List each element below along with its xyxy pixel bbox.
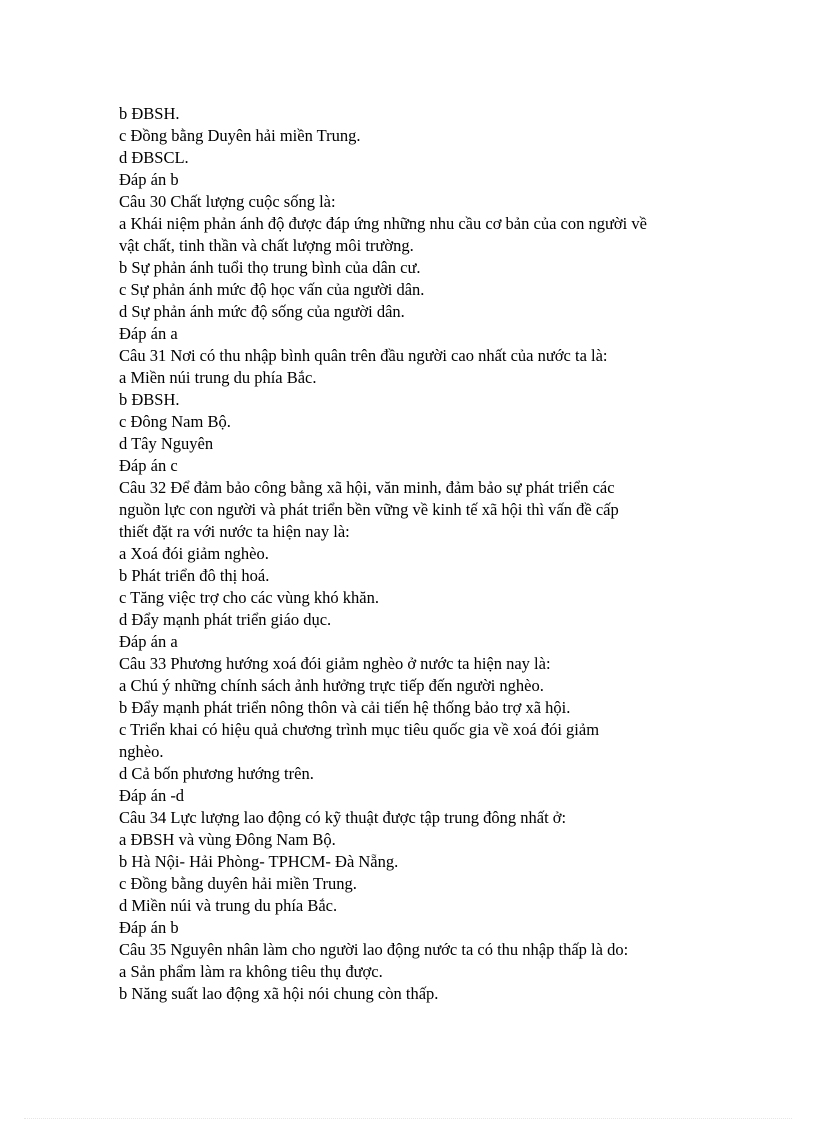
- text-line: a Xoá đói giảm nghèo.: [119, 544, 269, 563]
- text-line: b Đẩy mạnh phát triển nông thôn và cải tiến hệ thống bảo trợ xã hội.: [119, 698, 571, 717]
- page-bottom-divider: [24, 1118, 792, 1119]
- text-line: Đáp án b: [119, 918, 179, 937]
- text-line: a ĐBSH và vùng Đông Nam Bộ.: [119, 830, 336, 849]
- text-line: d Cả bốn phương hướng trên.: [119, 764, 314, 783]
- text-line: d Đẩy mạnh phát triển giáo dục.: [119, 610, 332, 629]
- text-line: b Hà Nội- Hải Phòng- TPHCM- Đà Nẵng.: [119, 852, 399, 871]
- text-line: c Đồng bằng duyên hải miền Trung.: [119, 874, 357, 893]
- text-line: a Khái niệm phản ánh độ được đáp ứng những nhu cầu cơ bản của con người về: [119, 214, 647, 233]
- text-line: a Chú ý những chính sách ảnh hưởng trực tiếp đến người nghèo.: [119, 676, 544, 695]
- text-line: nghèo.: [119, 742, 164, 761]
- text-line: Câu 30 Chất lượng cuộc sống là:: [119, 192, 336, 211]
- text-line: b Sự phản ánh tuổi thọ trung bình của dân cư.: [119, 258, 421, 277]
- text-line: b Năng suất lao động xã hội nói chung còn thấp.: [119, 984, 439, 1003]
- text-line: b Phát triển đô thị hoá.: [119, 566, 270, 585]
- text-line: d Miền núi và trung du phía Bắc.: [119, 896, 338, 915]
- text-line: Đáp án c: [119, 456, 178, 475]
- text-line: Đáp án a: [119, 632, 178, 651]
- text-line: vật chất, tinh thần và chất lượng môi trường.: [119, 236, 414, 255]
- text-line: c Sự phản ánh mức độ học vấn của người dân.: [119, 280, 425, 299]
- text-line: a Miền núi trung du phía Bắc.: [119, 368, 317, 387]
- text-line: Câu 32 Để đảm bảo công bằng xã hội, văn minh, đảm bảo sự phát triển các: [119, 478, 615, 497]
- text-line: Câu 31 Nơi có thu nhập bình quân trên đầu người cao nhất của nước ta là:: [119, 346, 608, 365]
- text-line: d Sự phản ánh mức độ sống của người dân.: [119, 302, 405, 321]
- text-line: thiết đặt ra với nước ta hiện nay là:: [119, 522, 350, 541]
- text-line: c Tăng việc trợ cho các vùng khó khăn.: [119, 588, 379, 607]
- text-line: d Tây Nguyên: [119, 434, 214, 453]
- text-line: nguồn lực con người và phát triển bền vững về kinh tế xã hội thì vấn đề cấp: [119, 500, 619, 519]
- document-body: [119, 103, 719, 1005]
- text-line: Đáp án b: [119, 170, 179, 189]
- text-line: Câu 34 Lực lượng lao động có kỹ thuật được tập trung đông nhất ở:: [119, 808, 567, 827]
- text-line: Câu 35 Nguyên nhân làm cho người lao động nước ta có thu nhập thấp là do:: [119, 940, 629, 959]
- text-line: b ĐBSH.: [119, 390, 180, 409]
- text-line: c Đông Nam Bộ.: [119, 412, 231, 431]
- text-line: Đáp án a: [119, 324, 178, 343]
- text-line: Câu 33 Phương hướng xoá đói giảm nghèo ở nước ta hiện nay là:: [119, 654, 551, 673]
- text-line: c Đồng bằng Duyên hải miền Trung.: [119, 126, 361, 145]
- text-line: b ĐBSH.: [119, 104, 180, 123]
- text-line: c Triển khai có hiệu quả chương trình mục tiêu quốc gia về xoá đói giảm: [119, 720, 600, 739]
- text-line: a Sản phẩm làm ra không tiêu thụ được.: [119, 962, 383, 981]
- text-line: d ĐBSCL.: [119, 148, 189, 167]
- text-line: Đáp án -d: [119, 786, 185, 805]
